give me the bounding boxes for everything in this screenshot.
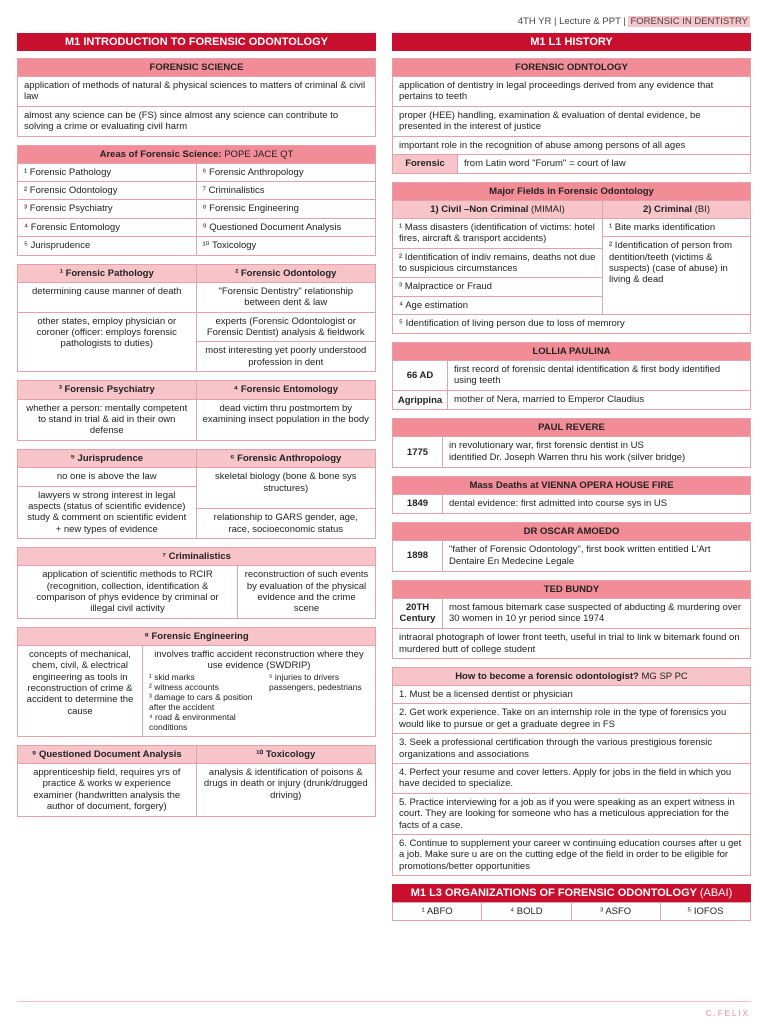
- questioned-toxicology-box: [17, 745, 376, 817]
- amoedo-box: [392, 522, 751, 572]
- description: other states, employ physician or coroner (officer: employs forensic pathologists to duties): [18, 312, 197, 372]
- subsection-title: ¹ Forensic Pathology: [18, 265, 197, 282]
- section-title: FORENSIC SCIENCE: [18, 59, 375, 76]
- header-meta: 4TH YR | Lecture & PPT |: [517, 16, 629, 27]
- step-item: 6. Continue to supplement your career w continuing education courses after u get a job. Make sure u are on the cutting edge of the field in order to be eligible for promotions/better opportunities: [393, 834, 750, 875]
- area-item: ⁸ Forensic Engineering: [197, 199, 376, 217]
- subsection-title: ⁸ Forensic Engineering: [18, 628, 375, 645]
- field-item: ⁴ Age estimation: [393, 296, 602, 314]
- jurisprudence-anthropology-box: [17, 449, 376, 539]
- organizations-box: [392, 884, 751, 921]
- areas-box: [17, 145, 376, 256]
- area-item: ³ Forensic Psychiatry: [18, 199, 197, 217]
- field-item: ³ Malpractice or Fraud: [393, 277, 602, 295]
- list-item: ² witness accounts: [149, 681, 219, 692]
- list-item: ³ damage to cars & position after the accident: [149, 691, 253, 713]
- event: most famous bitemark case suspected of abducting & murdering over 30 women in 10 yr period since 1974: [449, 601, 742, 625]
- how-to-box: [392, 667, 751, 876]
- description: experts (Forensic Odontologist or Forensic Dentist) analysis & fieldwork: [197, 312, 376, 342]
- area-item: ⁹ Questioned Document Analysis: [197, 218, 376, 236]
- description: apprenticeship field, requires yrs of practice & works w experience examiner (handwritten analysis the author of document, forgery): [18, 763, 197, 816]
- section-title: [18, 146, 375, 163]
- subsection-title: ⁵ Jurisprudence: [18, 450, 197, 467]
- description: most interesting yet poorly understood profession in dent: [197, 341, 376, 371]
- criminalistics-box: [17, 547, 376, 619]
- module-title: M1 INTRODUCTION TO FORENSIC ODONTOLOGY: [17, 33, 376, 51]
- footer-signature: C.FELIX: [705, 1009, 750, 1018]
- section-title: DR OSCAR AMOEDO: [393, 523, 750, 540]
- year-label: 1775: [393, 437, 443, 467]
- page-header: [518, 16, 750, 27]
- term-value: from Latin word "Forum" = court of law: [464, 157, 626, 169]
- org-item: ⁵ IOFOS: [687, 906, 724, 918]
- name-label: Agrippina: [393, 391, 448, 409]
- subsection-title: ⁹ Questioned Document Analysis: [18, 746, 197, 763]
- mnemonic: POPE JACE QT: [224, 148, 294, 160]
- psychiatry-entomology-box: [17, 380, 376, 441]
- description: involves traffic accident reconstruction where they use evidence (SWDRIP): [154, 648, 364, 672]
- forensic-science-box: [17, 58, 376, 137]
- civil-title: 1) Civil –Non Criminal: [430, 203, 529, 215]
- step-item: 1. Must be a licensed dentist or physician: [393, 685, 750, 703]
- description: analysis & identification of poisons & drugs in death or injury (drunk/drugged driving): [197, 763, 376, 816]
- org-item: ⁴ BOLD: [482, 903, 571, 920]
- definition: almost any science can be (FS) since almost any science can contribute to solving a crime or evaluating civil harm: [18, 106, 375, 136]
- step-item: 5. Practice interviewing for a job as if you were speaking as an expert witness in court. They are looking for someone who has a meticulous appreciation for the facts of a case.: [393, 793, 750, 834]
- field-item: ² Identification of person from dentition/teeth (victims & suspects) (case of abuse) in living & dead: [603, 236, 750, 289]
- event: identified Dr. Joseph Warren thru his work (silver bridge): [449, 452, 686, 464]
- subsection-title: [603, 201, 750, 218]
- subsection-title: [393, 201, 603, 218]
- section-title: FORENSIC ODNTOLOGY: [393, 59, 750, 76]
- area-item: ¹⁰ Toxicology: [197, 236, 376, 254]
- event: mother of Nera, married to Emperor Claudius: [454, 394, 645, 406]
- lollia-paulina-box: [392, 342, 751, 411]
- section-title: PAUL REVERE: [393, 419, 750, 436]
- module-title: M1 L1 HISTORY: [392, 33, 751, 51]
- right-column: [392, 33, 751, 921]
- step-item: 4. Perfect your resume and cover letters. Apply for jobs in the field in which you have decided to specialize.: [393, 763, 750, 793]
- subsection-title: ³ Forensic Psychiatry: [18, 381, 197, 398]
- event: "father of Forensic Odontology", first book written entitled L'Art Dentaire En Medecine Legale: [449, 543, 711, 567]
- module-title: [392, 884, 751, 902]
- year-label: 20TH Century: [393, 599, 443, 629]
- mnemonic: (MIMAI): [531, 203, 565, 215]
- criminal-title: 2) Criminal: [642, 203, 693, 215]
- areas-title: Areas of Forensic Science:: [99, 148, 222, 160]
- section-title: Mass Deaths at VIENNA OPERA HOUSE FIRE: [393, 477, 750, 494]
- list-item: ¹ skid marks: [149, 671, 195, 682]
- definition: application of methods of natural & physical sciences to matters of criminal & civil law: [18, 76, 375, 106]
- year-label: 66 AD: [393, 361, 448, 391]
- description: whether a person: mentally competent to stand in trial & aid in their own defense: [18, 399, 197, 440]
- org-item: ¹ ABFO: [393, 903, 482, 920]
- left-column: [17, 33, 376, 825]
- footer-divider: [17, 1001, 751, 1002]
- description: concepts of mechanical, chem, civil, & electrical engineering as tools in reconstruction of crime & accident to determine the cause: [18, 646, 143, 736]
- definition: proper (HEE) handling, examination & evaluation of dental evidence, be presented in the interest of justice: [393, 106, 750, 136]
- area-item: ¹ Forensic Pathology: [18, 163, 197, 181]
- org-item: ³ ASFO: [572, 903, 661, 920]
- org-title: M1 L3 ORGANIZATIONS OF FORENSIC ODONTOLOGY: [410, 887, 697, 900]
- subsection-title: ⁶ Forensic Anthropology: [230, 452, 342, 464]
- term-label: Forensic: [393, 155, 458, 173]
- course-name: FORENSIC IN DENTISTRY: [630, 16, 748, 27]
- mnemonic: MG SP PC: [641, 671, 688, 683]
- section-title: TED BUNDY: [393, 581, 750, 598]
- description: skeletal biology (bone & bone sys structures): [197, 467, 376, 508]
- area-item: ⁷ Criminalistics: [197, 181, 376, 199]
- description: dead victim thru postmortem by examining insect population in the body: [197, 399, 376, 440]
- section-title: Major Fields in Forensic Odontology: [393, 183, 750, 200]
- definition: important role in the recognition of abuse among persons of all ages: [393, 136, 750, 154]
- field-item: ² Identification of indiv remains, deaths not due to suspicious circumstances: [393, 248, 602, 278]
- definition: application of dentistry in legal proceedings derived from any evidence that pertains to teeth: [393, 76, 750, 106]
- area-item: ² Forensic Odontology: [18, 181, 197, 199]
- event: intraoral photograph of lower front teeth, useful in trial to link w bitemark found on murdered butt of college student: [393, 628, 750, 658]
- vienna-box: [392, 476, 751, 514]
- pathology-odontology-box: [17, 264, 376, 373]
- field-item: ¹ Mass disasters (identification of victims: hotel fires, aircraft & transport accidents): [399, 221, 595, 245]
- ted-bundy-box: [392, 580, 751, 660]
- mnemonic: (BI): [694, 203, 711, 215]
- field-item: ¹ Bite marks identification: [609, 221, 716, 233]
- mnemonic: (ABAI): [699, 887, 733, 900]
- event: first record of forensic dental identification & first body identified using teeth: [454, 363, 721, 387]
- paul-revere-box: [392, 418, 751, 468]
- area-item: ⁵ Jurisprudence: [18, 236, 197, 254]
- engineering-box: [17, 627, 376, 737]
- major-fields-box: [392, 182, 751, 334]
- subsection-title: ¹⁰ Toxicology: [256, 748, 316, 760]
- description: application of scientific methods to RCIR (recognition, collection, identification & comparison of phys evidence by criminal or illegal civil activity: [18, 565, 238, 618]
- description: lawyers w strong interest in legal aspects (status of scientific evidence) study & comment on scientific evident + new types of evidence: [18, 486, 197, 539]
- list-item: ⁵ injuries to drivers passengers, pedestrians: [269, 671, 362, 692]
- forensic-odontology-box: [392, 58, 751, 174]
- year-label: 1898: [393, 541, 443, 571]
- list-item: ⁴ road & environmental conditions: [149, 712, 236, 733]
- area-item: ⁴ Forensic Entomology: [18, 218, 197, 236]
- field-item: ⁵ Identification of living person due to loss of memrory: [393, 314, 750, 332]
- description: "Forensic Dentistry" relationship between dent & law: [197, 282, 376, 312]
- section-title: [393, 668, 750, 685]
- how-title: How to become a forensic odontologist?: [455, 671, 639, 683]
- subsection-title: ² Forensic Odontology: [235, 267, 337, 279]
- description: reconstruction of such events by evaluation of the physical evidence and the crime scene: [238, 565, 375, 618]
- subsection-title: ⁴ Forensic Entomology: [233, 384, 338, 396]
- year-label: 1849: [393, 495, 443, 513]
- section-title: LOLLIA PAULINA: [393, 343, 750, 360]
- step-item: 2. Get work experience. Take on an internship role in the type of forensics you would like to pursue or get a graduate degree in FS: [393, 703, 750, 733]
- description: determining cause manner of death: [18, 282, 197, 312]
- event: in revolutionary war, first forensic dentist in US: [449, 440, 644, 452]
- step-item: 3. Seek a professional certification through the various prestigious forensic organizations and associations: [393, 733, 750, 763]
- area-item: ⁶ Forensic Anthropology: [197, 163, 376, 181]
- subsection-title: ⁷ Criminalistics: [18, 548, 375, 565]
- event: dental evidence: first admitted into course sys in US: [449, 497, 668, 509]
- description: relationship to GARS gender, age, race, socioeconomic status: [197, 508, 376, 538]
- description: no one is above the law: [18, 467, 197, 485]
